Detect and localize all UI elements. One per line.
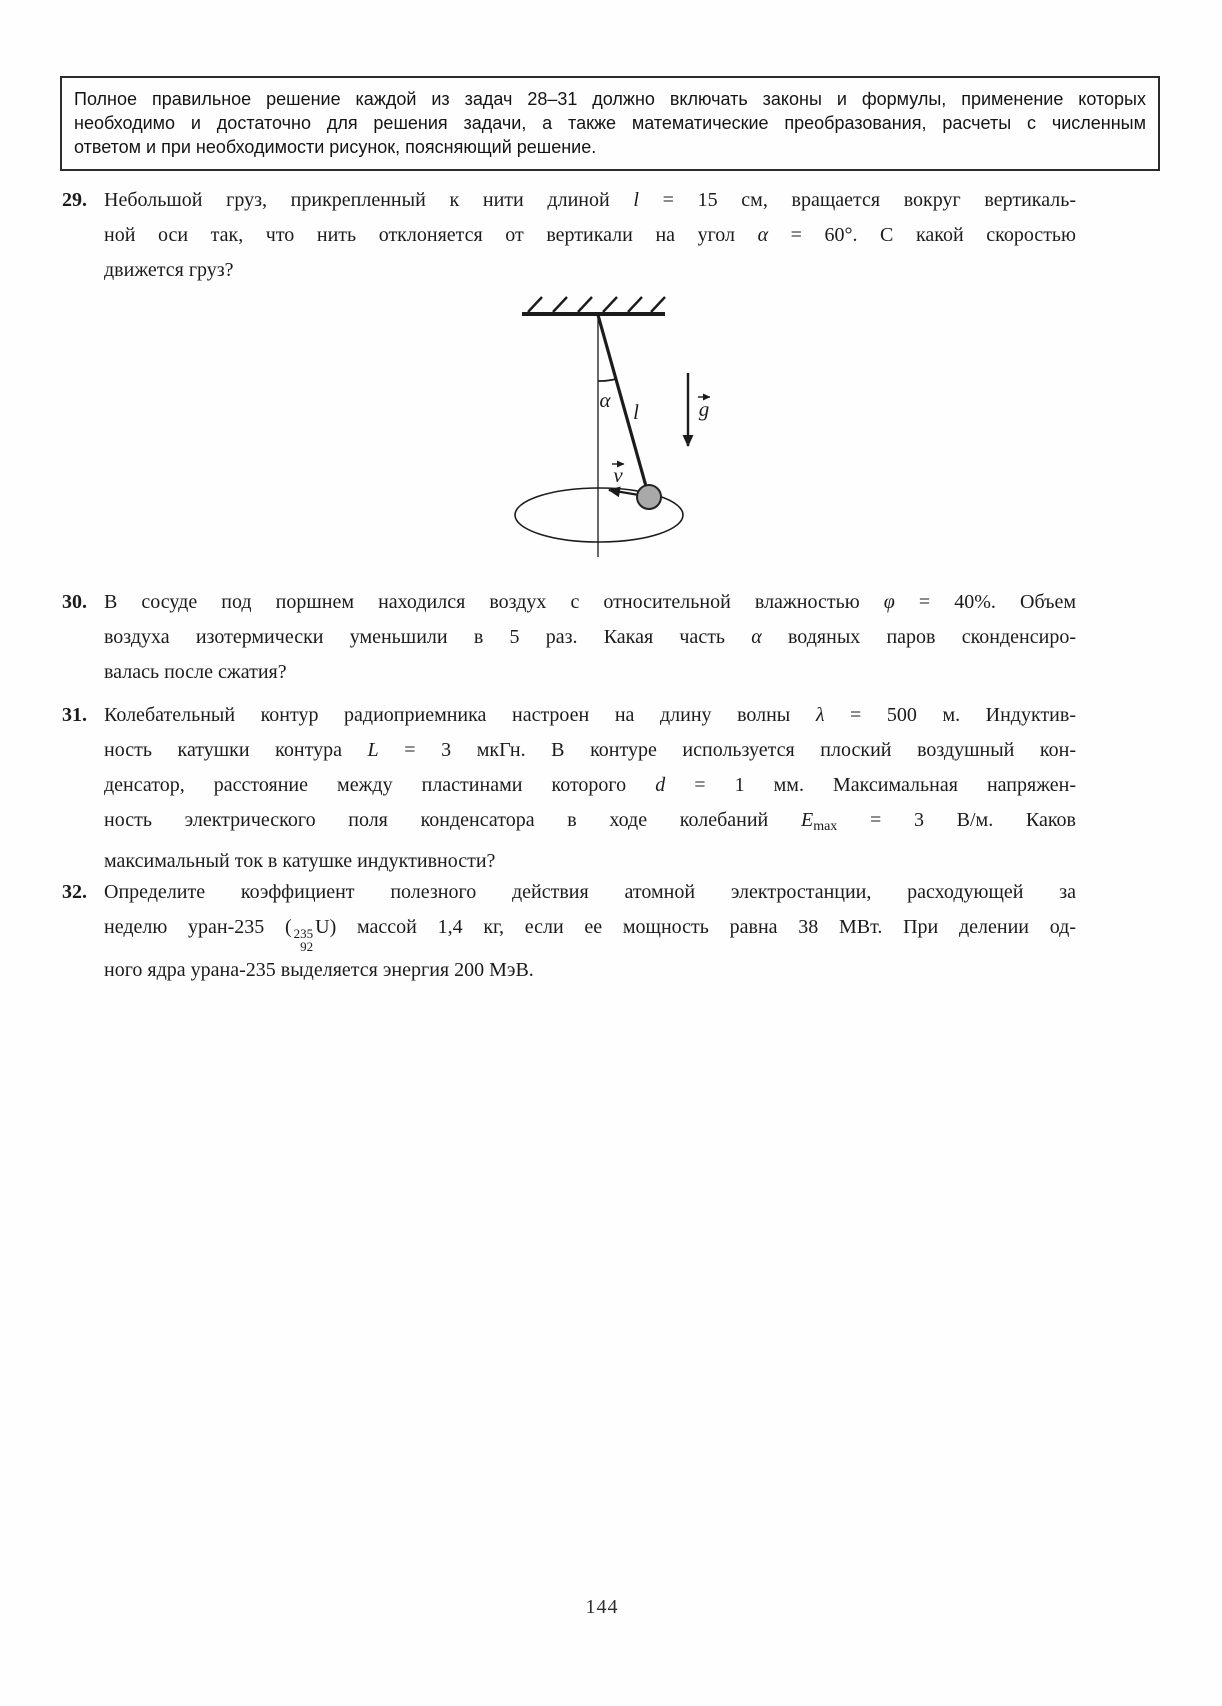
problem-line: ного ядра урана-235 выделяется энергия 200 МэВ. bbox=[104, 959, 534, 982]
problem-32 bbox=[62, 875, 1076, 988]
svg-text:g: g bbox=[698, 397, 710, 421]
problem-30 bbox=[62, 585, 1076, 690]
problem-line: ность электрического поля конденсатора в ходе колебаний Emax = 3 В/м. Каков bbox=[104, 809, 1076, 834]
problem-line: Колебательный контур радиоприемника настроен на длину волны λ = 500 м. Индуктив- bbox=[104, 704, 1076, 726]
problem-line: валась после сжатия? bbox=[104, 661, 287, 683]
angle-arc bbox=[598, 379, 616, 381]
problem-line: Небольшой груз, прикрепленный к нити длиной l = 15 см, вращается вокруг вертикаль- bbox=[104, 189, 1077, 211]
problem-number: 31. bbox=[62, 704, 87, 726]
angle-label: α bbox=[599, 388, 611, 412]
page-number: 144 bbox=[585, 1596, 619, 1618]
problem-line: В сосуде под поршнем находился воздух с относительной влажностью φ = 40%. Объем bbox=[104, 591, 1077, 613]
string-length-label: l bbox=[633, 400, 639, 424]
gravity-label bbox=[698, 397, 710, 421]
problem-line: денсатор, расстояние между пластинами которого d = 1 мм. Максимальная напряжен- bbox=[104, 774, 1076, 796]
problem-line: ной оси так, что нить отклоняется от вертикали на угол α = 60°. С какой скоростью bbox=[104, 224, 1076, 246]
problem-number: 29. bbox=[62, 189, 87, 211]
problem-line: движется груз? bbox=[104, 259, 234, 281]
pendulum-figure bbox=[448, 266, 748, 566]
svg-text:v: v bbox=[613, 463, 623, 487]
problem-line: воздуха изотермически уменьшили в 5 раз. Какая часть α водяных паров сконденсиро- bbox=[104, 626, 1077, 648]
problem-line: максимальный ток в катушке индуктивности? bbox=[104, 849, 496, 872]
instructions-line: ответом и при необходимости рисунок, поясняющий решение. bbox=[74, 137, 597, 157]
problem-line: ность катушки контура L = 3 мкГн. В контуре используется плоский воздушный кон- bbox=[104, 739, 1076, 761]
instructions-line: необходимо и достаточно для решения задачи, а также математические преобразования, расчеты с численным bbox=[74, 113, 1146, 133]
problem-line: Определите коэффициент полезного действия атомной электростанции, расходующей за bbox=[104, 881, 1076, 903]
velocity-label bbox=[612, 463, 624, 487]
instructions-box bbox=[60, 76, 1160, 171]
problem-number: 30. bbox=[62, 591, 87, 613]
problem-number: 32. bbox=[62, 881, 87, 903]
problem-31 bbox=[62, 698, 1076, 879]
problem-line: неделю уран-235 ( 235 92 U) массой 1,4 кг, если ее мощность равна 38 МВт. При делении од- bbox=[104, 916, 1076, 955]
ceiling-hatching bbox=[522, 297, 665, 314]
pendulum-bob bbox=[637, 485, 661, 509]
pendulum-figure-svg bbox=[448, 266, 748, 566]
instructions-line: Полное правильное решение каждой из задач 28–31 должно включать законы и формулы, применение которых bbox=[74, 89, 1146, 109]
